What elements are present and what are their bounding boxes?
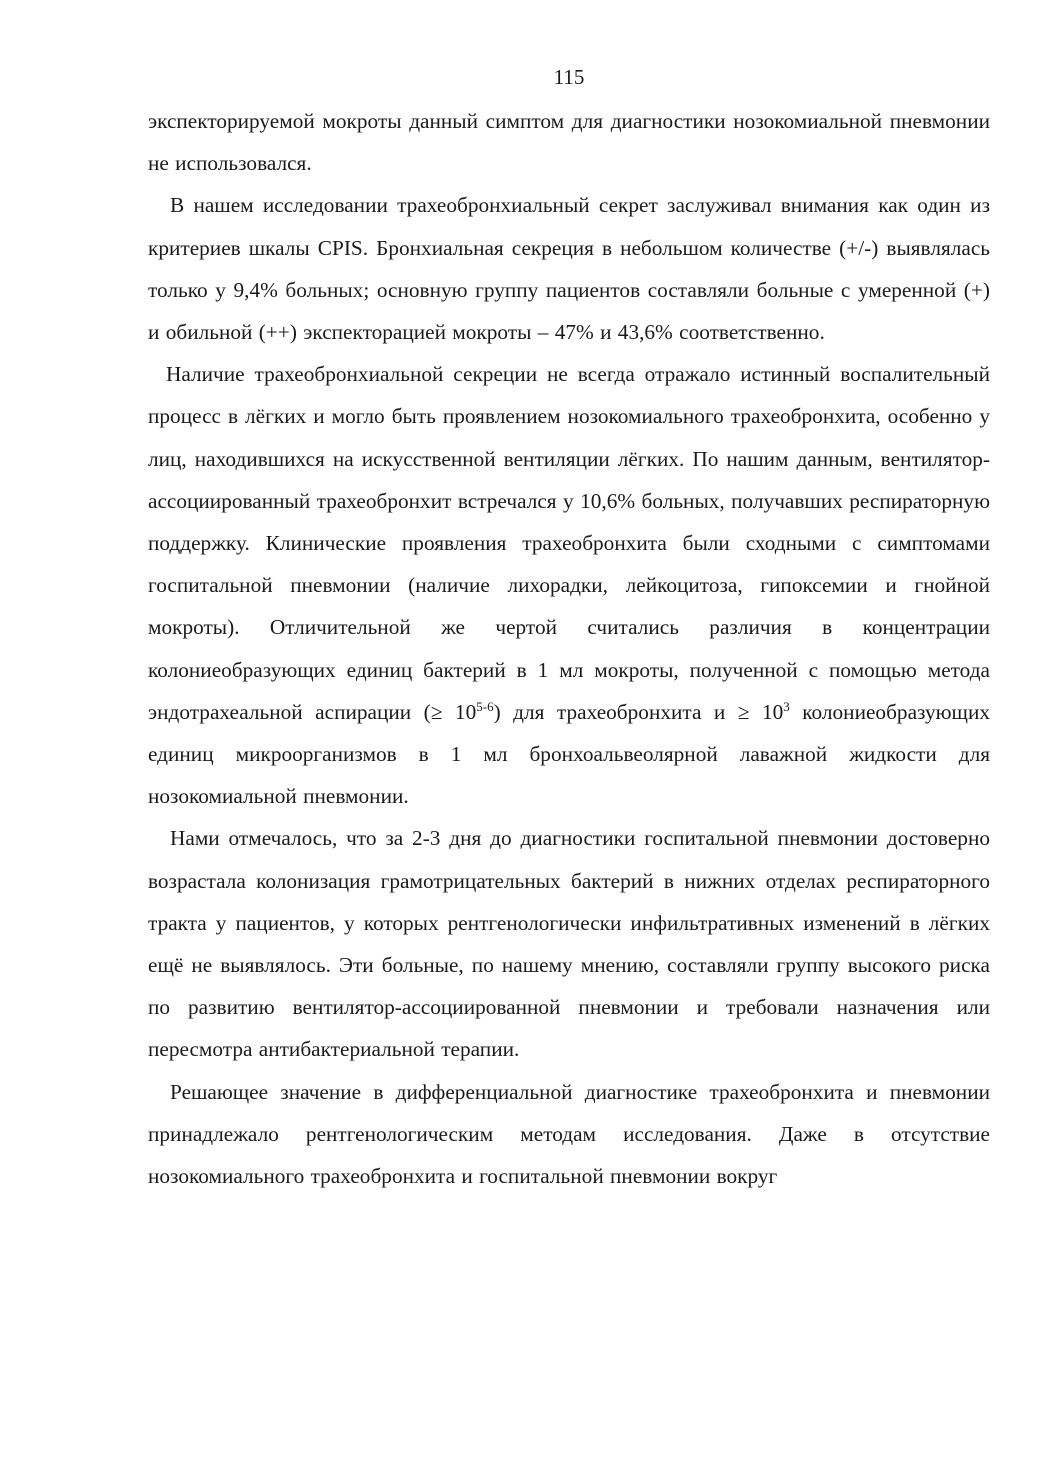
paragraph-3-text-c: колониеобразующих единиц микроорганизмов в 1 мл бронхоальвеолярной лаважной жидкости для нозокомиальной пневмонии. (148, 699, 990, 809)
paragraph-3-text-b: ) для трахеобронхита и ≥ 10 (493, 699, 784, 724)
superscript-exponent-2: 3 (783, 698, 790, 714)
paragraph-5: Решающее значение в дифференциальной диагностике трахеобронхита и пневмонии принадлежало рентгенологическим методам исследования. Даже в отсутствие нозокомиального трахеобронхита и госпитальной пневмонии вокруг (148, 1079, 990, 1189)
paragraph-1: экспекторируемой мокроты данный симптом для диагностики нозокомиальной пневмонии не использовался. (148, 109, 990, 176)
paragraph-3-text-a: Наличие трахеобронхиальной секреции не всегда отражало истинный воспалительный процесс в лёгких и могло быть проявлением нозокомиального трахеобронхита, особенно у лиц, находившихся на искусственной вентиляции лёгких. По нашим данным, вентилятор-ассоциированный трахеобронхит встречался у 10,6% больных, получавших респираторную поддержку. Клинические проявления трахеобронхита были сходными с симптомами госпитальной пневмонии (наличие лихорадки, лейкоцитоза, гипоксемии и гнойной мокроты). Отличительной же чертой считались различия в концентрации колониеобразующих единиц бактерий в 1 мл мокроты, полученной с помощью метода эндотрахеальной аспирации (≥ 10 (148, 362, 990, 724)
document-page (148, 62, 990, 1197)
paragraph-3 (148, 353, 990, 817)
superscript-exponent-1: 5-6 (476, 698, 494, 714)
page-number: 115 (553, 65, 585, 89)
paragraph-2: В нашем исследовании трахеобронхиальный секрет заслуживал внимания как один из критериев шкалы CPIS. Бронхиальная секреция в небольшом количестве (+/-) выявлялась только у 9,4% больных; основную группу пациентов составляли больные с умеренной (+) и обильной (++) экспекторацией мокроты – 47% и 43,6% соответственно. (148, 193, 990, 345)
paragraph-4: Нами отмечалось, что за 2-3 дня до диагностики госпитальной пневмонии достоверно возрастала колонизация грамотрицательных бактерий в нижних отделах респираторного тракта у пациентов, у которых рентгенологически инфильтративных изменений в лёгких ещё не выявлялось. Эти больные, по нашему мнению, составляли группу высокого риска по развитию вентилятор-ассоциированной пневмонии и требовали назначения или пересмотра антибактериальной терапии. (148, 826, 990, 1062)
